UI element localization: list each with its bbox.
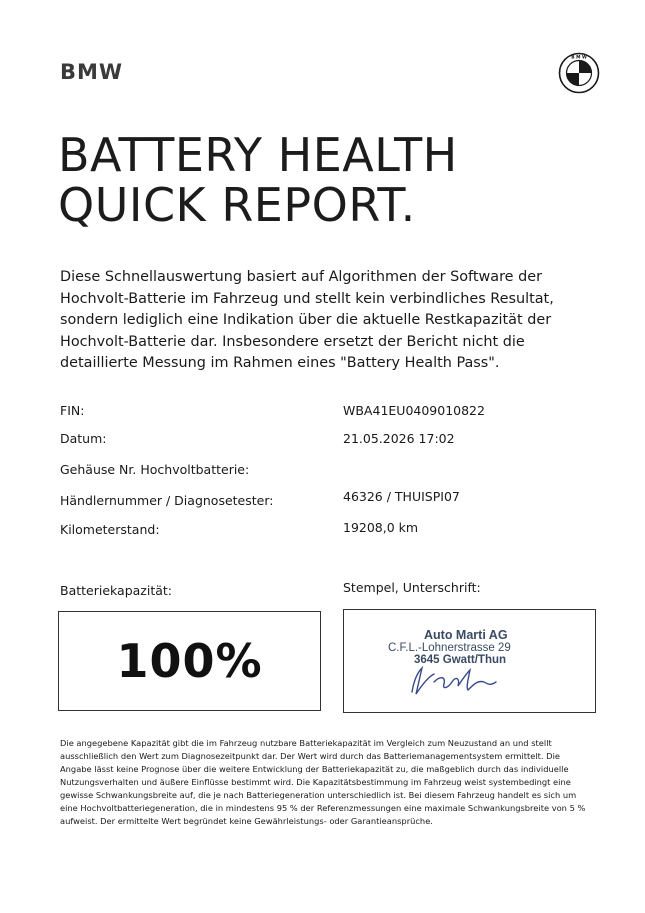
stamp-company: Auto Marti AG [424, 628, 508, 642]
intro-paragraph: Diese Schnellauswertung basiert auf Algorithmen der Software der Hochvolt-Batterie im Fahrzeug und stellt kein verbindliches Resultat, sondern lediglich eine Indikation über die aktuelle Restkapazität der Hochvolt-Batterie dar. Insbesondere ersetzt der Bericht nicht die detaillierte Messung im Rahmen eines "Battery Health Pass". [60, 269, 554, 371]
datum-value: 21.05.2026 17:02 [343, 431, 455, 446]
gehaeuse-label: Gehäuse Nr. Hochvoltbatterie: [60, 462, 250, 477]
capacity-label: Batteriekapazität: [60, 583, 173, 598]
stamp-city: 3645 Gwatt/Thun [414, 654, 507, 666]
bmw-roundel-icon [558, 52, 600, 94]
stamp-signature-box [343, 609, 596, 713]
capacity-box [58, 611, 321, 711]
handwritten-signature [404, 662, 504, 700]
svg-text:B M W: B M W [571, 55, 587, 61]
report-title-line-2: QUICK REPORT. [58, 178, 416, 232]
haendler-label: Händlernummer / Diagnosetester: [60, 493, 274, 508]
stamp-street: C.F.L.-Lohnerstrasse 29 [388, 642, 511, 654]
fin-label: FIN: [60, 403, 85, 418]
kilometerstand-value: 19208,0 km [343, 520, 419, 535]
datum-label: Datum: [60, 431, 107, 446]
fin-value: WBA41EU0409010822 [343, 403, 485, 418]
haendler-value: 46326 / THUISPI07 [343, 489, 460, 504]
report-title [58, 130, 598, 230]
report-title-line-1: BATTERY HEALTH [58, 128, 458, 182]
kilometerstand-label: Kilometerstand: [60, 522, 160, 537]
legal-footnote: Die angegebene Kapazität gibt die im Fahrzeug nutzbare Batteriekapazität im Vergleich zum Neuzustand an und stellt ausschließlich den Wert zum Diagnosezeitpunkt dar. Der Wert wird durch das Batteriemanagementsystem ermittelt. Die Angabe lässt keine Prognose über die weitere Entwicklung der Batteriekapazität zu, die maßgeblich durch das individuelle Nutzungsverhalten und äußere Einflüsse bestimmt wird. Die Kapazitätsbestimmung im Fahrzeug weist systembedingt eine gewisse Schwankungsbreite auf, die je nach Batteriegeneration unterschiedlich ist. Bei diesem Fahrzeug handelt es sich um eine Hochvoltbatteriegeneration, die in mindestens 95 % der Referenzmessungen eine maximale Schwankungsbreite von 5 % aufweist. Der ermittelte Wert begründet keine Gewährleistungs- oder Garantieansprüche. [60, 738, 586, 826]
stamp-label: Stempel, Unterschrift: [343, 580, 481, 595]
dealer-stamp [388, 628, 558, 666]
capacity-value: 100% [116, 634, 263, 688]
brand-wordmark: BMW [60, 60, 124, 84]
